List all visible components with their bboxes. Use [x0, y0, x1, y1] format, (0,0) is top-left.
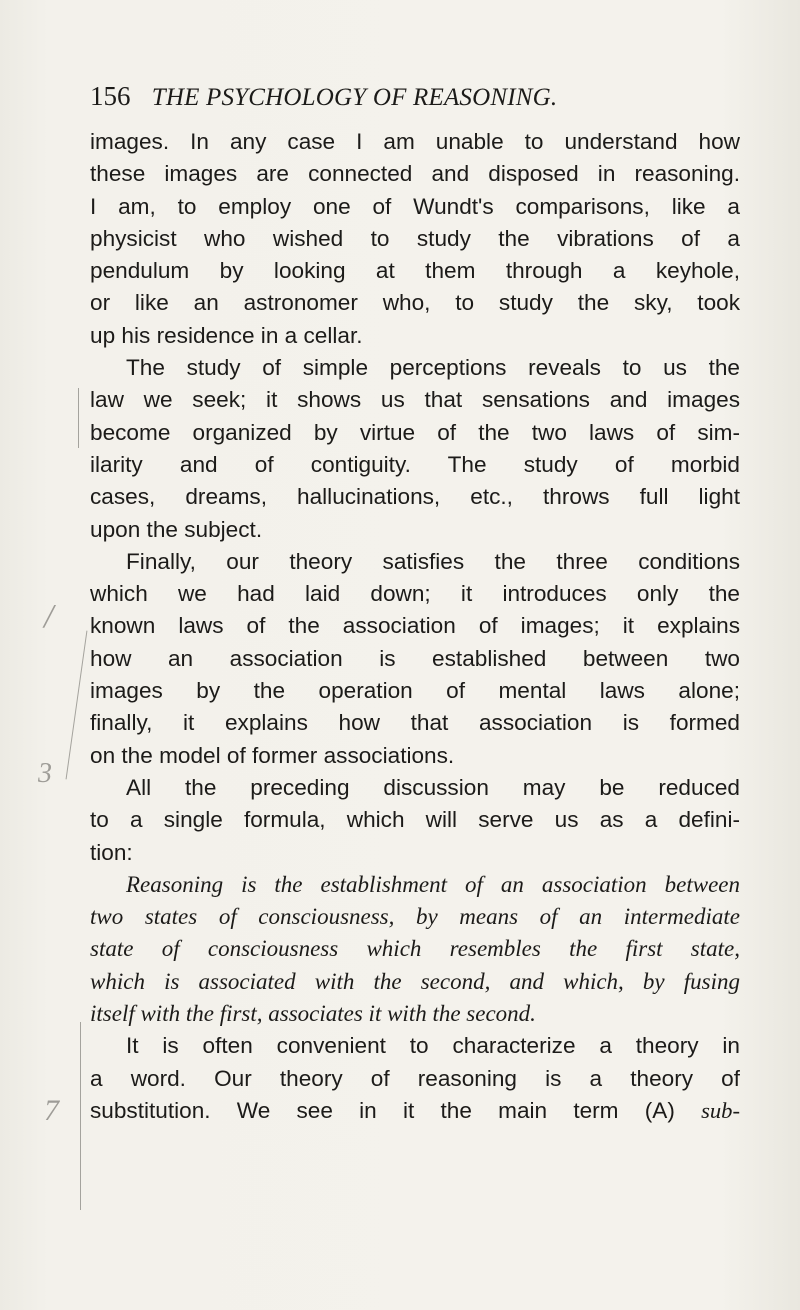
definition-line: two states of consciousness, by means of an intermediate: [90, 904, 740, 930]
text-line: substitution. We see in it the main term (A) sub-: [90, 1097, 740, 1123]
page-header: [90, 78, 690, 114]
text-line: become organized by virtue of the two laws of sim-: [90, 419, 740, 445]
definition-line: which is associated with the second, and which, by fusing: [90, 968, 740, 994]
text-line: which we had laid down; it introduces only the: [90, 581, 740, 607]
text-line: images by the operation of mental laws alone;: [90, 678, 740, 704]
text-line: The study of simple perceptions reveals to us the: [126, 355, 740, 381]
text-line: known laws of the association of images; it explains: [90, 613, 740, 639]
margin-pencil-line: [66, 631, 88, 780]
text-line: these images are connected and disposed in reasoning.: [90, 161, 740, 187]
text-line: physicist who wished to study the vibrations of a: [90, 225, 740, 251]
margin-pencil-line: [80, 1022, 81, 1210]
margin-pencil-mark: /: [44, 598, 54, 635]
definition-line: itself with the first, associates it with the second.: [90, 1001, 536, 1027]
margin-pencil-mark: 7: [44, 1094, 59, 1127]
text-line: tion:: [90, 839, 133, 865]
body-text: [90, 126, 740, 1127]
definition-line: Reasoning is the establishment of an association between: [126, 871, 740, 897]
text-line: ilarity and of contiguity. The study of morbid: [90, 451, 740, 477]
page-number: 156: [90, 81, 131, 111]
text-line: or like an astronomer who, to study the sky, took: [90, 290, 740, 316]
running-title: THE PSYCHOLOGY OF REASONING.: [151, 84, 558, 111]
text-line: pendulum by looking at them through a keyhole,: [90, 258, 740, 284]
text-line: how an association is established between two: [90, 645, 740, 671]
text-line: Finally, our theory satisfies the three conditions: [126, 548, 740, 574]
text-line: All the preceding discussion may be reduced: [126, 774, 740, 800]
definition-line: state of consciousness which resembles the first state,: [90, 936, 740, 962]
text-line: finally, it explains how that association is formed: [90, 710, 740, 736]
margin-pencil-line: [78, 388, 79, 448]
text-line: a word. Our theory of reasoning is a theory of: [90, 1065, 740, 1091]
text-line: upon the subject.: [90, 516, 263, 542]
text-line: to a single formula, which will serve us as a defini-: [90, 807, 740, 833]
text-line: on the model of former associations.: [90, 742, 455, 768]
italic-word: sub-: [701, 1097, 740, 1123]
text-line: cases, dreams, hallucinations, etc., throws full light: [90, 484, 740, 510]
text-line: It is often convenient to characterize a theory in: [126, 1033, 740, 1059]
margin-pencil-mark: 3: [38, 758, 52, 789]
text-line: images. In any case I am unable to understand how: [90, 129, 740, 154]
text-line: law we seek; it shows us that sensations and images: [90, 387, 740, 413]
text-line: up his residence in a cellar.: [90, 322, 363, 348]
text-line: I am, to employ one of Wundt's comparisons, like a: [90, 193, 740, 219]
